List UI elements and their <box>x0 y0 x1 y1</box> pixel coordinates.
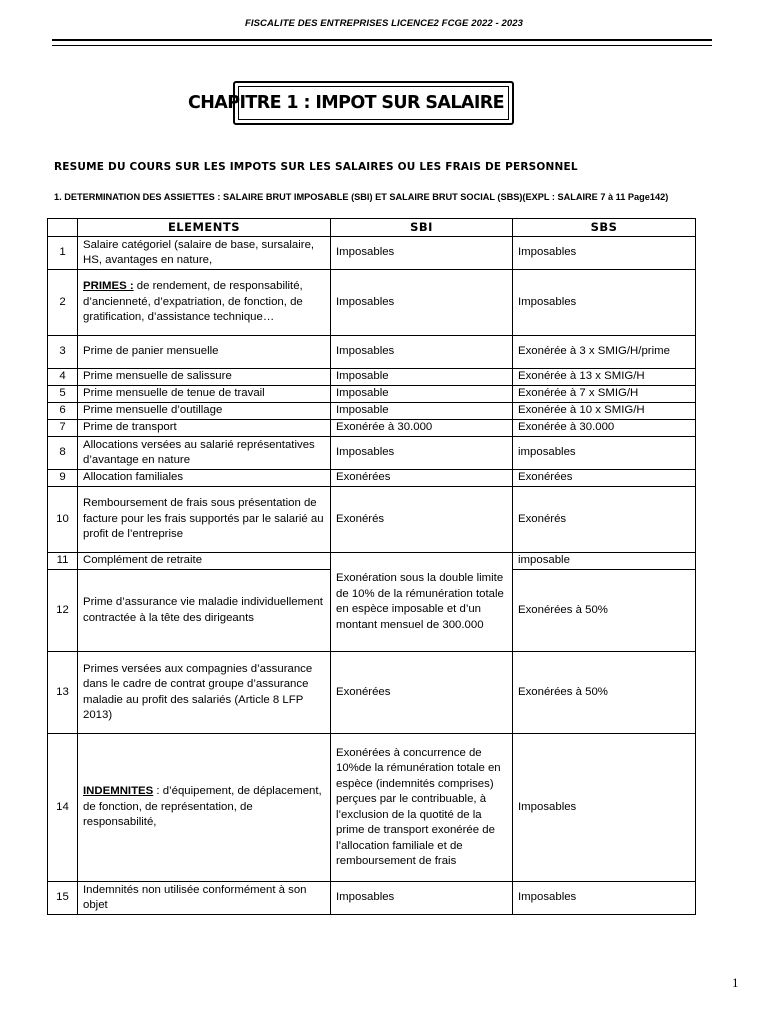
row-sbs: Exonérée à 3 x SMIG/H/prime <box>513 336 696 369</box>
summary-heading: RESUME DU COURS SUR LES IMPOTS SUR LES SALAIRES OU LES FRAIS DE PERSONNEL <box>54 161 578 173</box>
row-number: 11 <box>48 553 78 570</box>
row-sbs: imposable <box>513 553 696 570</box>
table-row <box>48 487 696 553</box>
row-sbs: Exonérée à 13 x SMIG/H <box>513 369 696 386</box>
row-element: Salaire catégoriel (salaire de base, sursalaire, HS, avantages en nature, <box>78 237 331 270</box>
primes-text: de rendement, de responsabilité, d’ancienneté, d’expatriation, de fonction, de gratification, d’assistance technique… <box>83 280 303 324</box>
row-number: 14 <box>48 734 78 882</box>
row-sbi: Exonérées à concurrence de 10%de la rémunération totale en espèce (indemnités comprises) perçues par le contribuable, à l’exclusion de la quotité de la prime de transport exonérée de l’allocation familiale et de remboursement de frais <box>331 734 513 882</box>
row-number: 15 <box>48 882 78 915</box>
row-element: Allocations versées au salarié représentatives d’avantage en nature <box>78 437 331 470</box>
row-sbi: Imposables <box>331 882 513 915</box>
row-number: 3 <box>48 336 78 369</box>
row-element: Prime mensuelle de tenue de travail <box>78 386 331 403</box>
row-element: Prime de transport <box>78 420 331 437</box>
row-element: Complément de retraite <box>78 553 331 570</box>
row-number: 13 <box>48 652 78 734</box>
row-sbs: imposables <box>513 437 696 470</box>
row-number: 8 <box>48 437 78 470</box>
primes-label: PRIMES : <box>83 280 134 293</box>
row-number: 6 <box>48 403 78 420</box>
table-row <box>48 652 696 734</box>
table-row <box>48 270 696 336</box>
assessment-table <box>47 218 696 915</box>
row-sbi: Imposable <box>331 403 513 420</box>
row-element: Prime mensuelle d’outillage <box>78 403 331 420</box>
row-element <box>78 734 331 882</box>
row-sbs: Imposables <box>513 270 696 336</box>
row-element: Primes versées aux compagnies d’assurance dans le cadre de contrat groupe d’assurance maladie au profit des salariés (Article 8 LFP 2013) <box>78 652 331 734</box>
row-sbs: Exonérés <box>513 487 696 553</box>
row-sbi: Exonérées <box>331 652 513 734</box>
row-sbs: Imposables <box>513 882 696 915</box>
row-sbi: Exonérée à 30.000 <box>331 420 513 437</box>
table-row <box>48 882 696 915</box>
table-row <box>48 437 696 470</box>
table-header-row <box>48 219 696 237</box>
row-number: 2 <box>48 270 78 336</box>
row-sbi: Imposables <box>331 336 513 369</box>
table-row <box>48 470 696 487</box>
table-row <box>48 386 696 403</box>
row-sbi: Imposables <box>331 237 513 270</box>
chapter-title-box <box>187 81 514 125</box>
row-sbi: Exonérés <box>331 487 513 553</box>
table-row <box>48 403 696 420</box>
section-heading: 1. DETERMINATION DES ASSIETTES : SALAIRE BRUT IMPOSABLE (SBI) ET SALAIRE BRUT SOCIAL (SBS)(EXPL : SALAIRE 7 à 11 Page142) <box>54 192 669 202</box>
row-number: 9 <box>48 470 78 487</box>
table-row <box>48 336 696 369</box>
row-element: Indemnités non utilisée conformément à son objet <box>78 882 331 915</box>
row-sbs: Exonérées à 50% <box>513 652 696 734</box>
table-row <box>48 237 696 270</box>
row-sbs: Exonérée à 7 x SMIG/H <box>513 386 696 403</box>
col-header-num <box>48 219 78 237</box>
col-header-elements: ELEMENTS <box>78 219 331 237</box>
row-sbs: Exonérée à 30.000 <box>513 420 696 437</box>
row-sbi: Exonérées <box>331 470 513 487</box>
row-sbs: Imposables <box>513 237 696 270</box>
row-sbs: Exonérée à 10 x SMIG/H <box>513 403 696 420</box>
row-element: Allocation familiales <box>78 470 331 487</box>
table-row <box>48 420 696 437</box>
row-number: 4 <box>48 369 78 386</box>
col-header-sbi: SBI <box>331 219 513 237</box>
page-number: 1 <box>732 975 739 990</box>
row-sbi: Imposables <box>331 270 513 336</box>
row-sbi: Imposable <box>331 369 513 386</box>
row-sbi: Imposable <box>331 386 513 403</box>
row-number: 7 <box>48 420 78 437</box>
indemnites-label: INDEMNITES <box>83 785 154 798</box>
row-element: Prime d’assurance vie maladie individuellement contractée à la tête des dirigeants <box>78 570 331 652</box>
row-element: Prime mensuelle de salissure <box>78 369 331 386</box>
row-element: Remboursement de frais sous présentation de facture pour les frais supportés par le salarié au profit de l’entreprise <box>78 487 331 553</box>
row-number: 5 <box>48 386 78 403</box>
table-row <box>48 553 696 570</box>
page-header: FISCALITE DES ENTREPRISES LICENCE2 FCGE 2022 - 2023 <box>244 18 524 29</box>
row-number: 10 <box>48 487 78 553</box>
table-row <box>48 734 696 882</box>
row-number: 1 <box>48 237 78 270</box>
indemnites-text: : d’équipement, de déplacement, de fonction, de représentation, de responsabilité, <box>83 785 322 829</box>
row-sbs: Exonérées à 50% <box>513 570 696 652</box>
table-row <box>48 369 696 386</box>
row-sbi: Exonération sous la double limite de 10% de la rémunération totale en espèce imposable et d’un montant mensuel de 300.000 <box>331 553 513 652</box>
row-sbs: Exonérées <box>513 470 696 487</box>
row-sbi: Imposables <box>331 437 513 470</box>
row-number: 12 <box>48 570 78 652</box>
header-rule-thin <box>52 45 712 46</box>
row-sbs: Imposables <box>513 734 696 882</box>
chapter-title: CHAPITRE 1 : IMPOT SUR SALAIRE <box>238 86 509 120</box>
header-rule-thick <box>52 39 712 41</box>
col-header-sbs: SBS <box>513 219 696 237</box>
row-element: Prime de panier mensuelle <box>78 336 331 369</box>
row-element <box>78 270 331 336</box>
